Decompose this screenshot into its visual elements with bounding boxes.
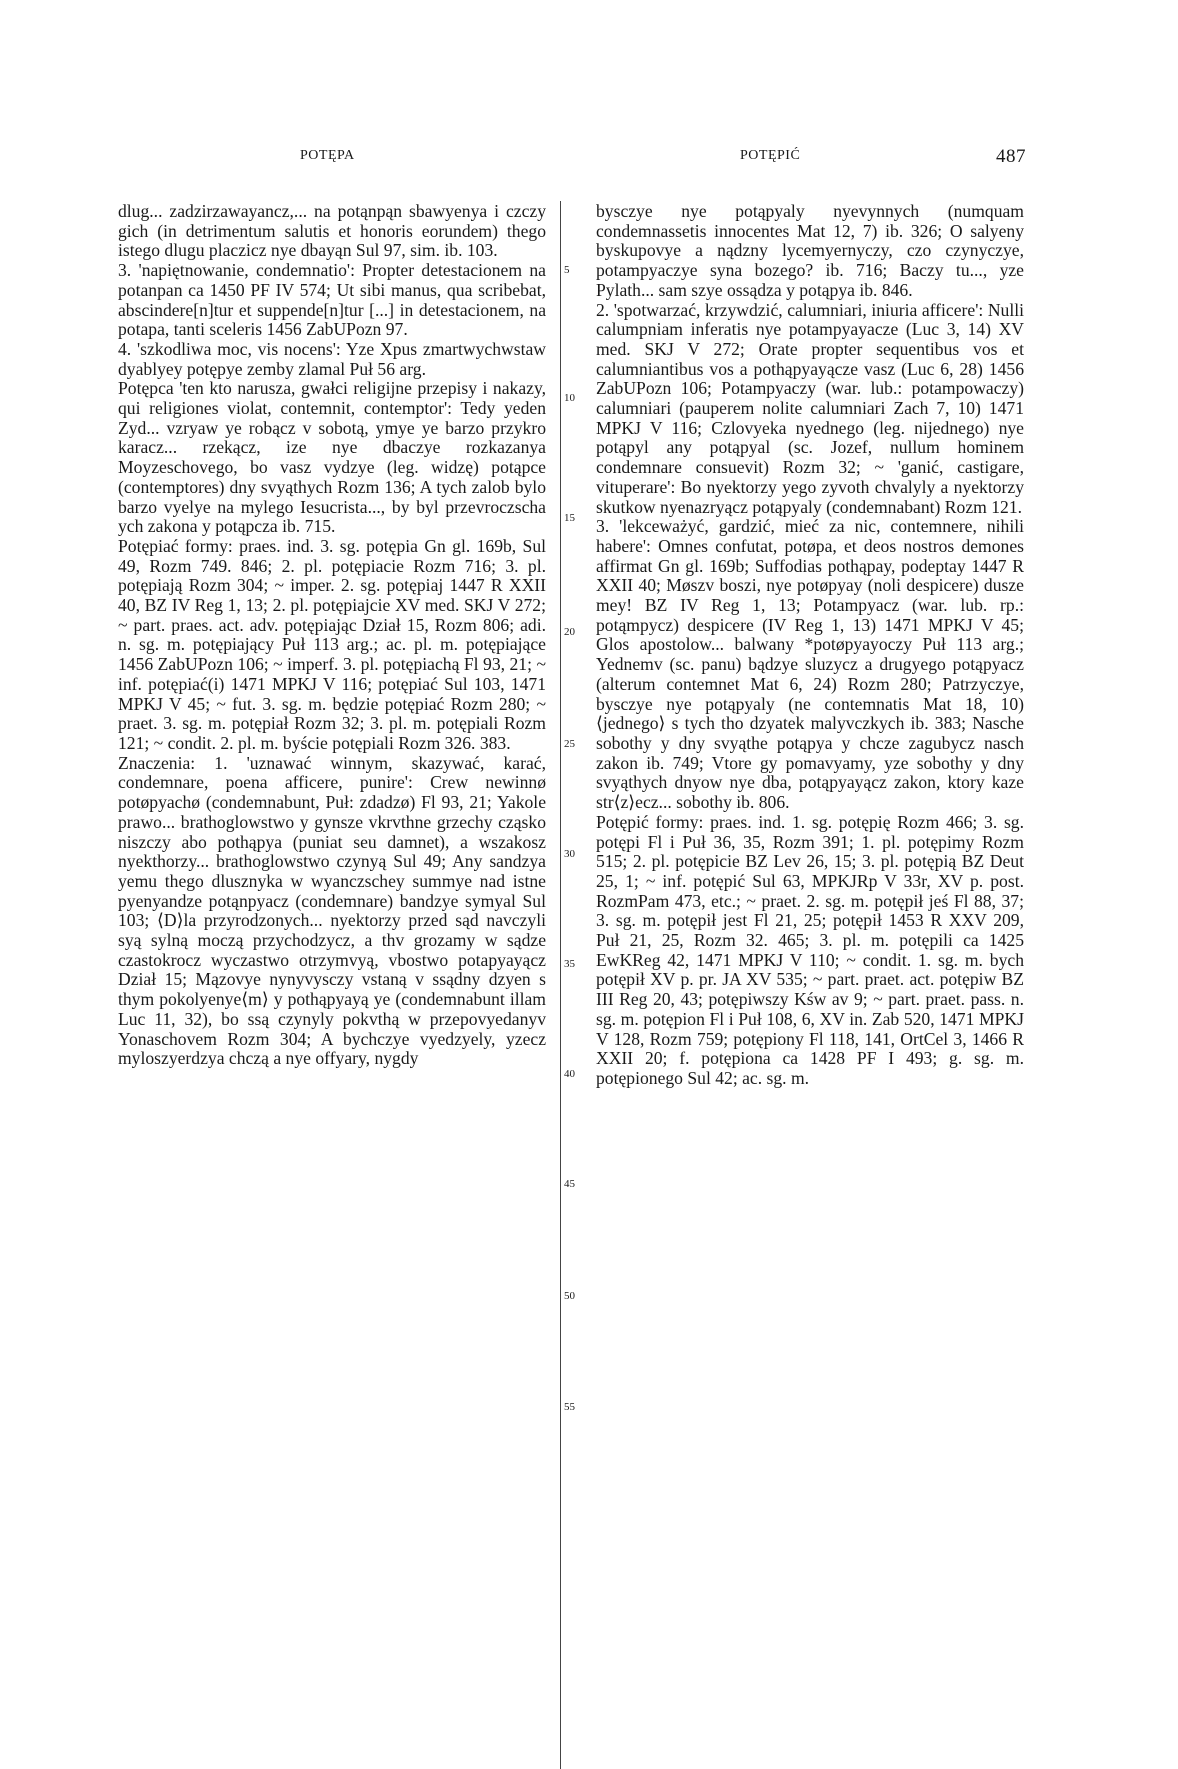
line-number: 55 [564,1401,575,1413]
entry-paragraph: 3. 'napiętnowanie, condemnatio': Propter detestacionem na potanpan ca 1450 PF IV 574; Ut sibi manus, qua scribebat, abscindere[n]tur et suppende[n]tur [...] in detestacionem, na potapa, tanti sceleris 1456 ZabUPozn 97. [118,260,546,340]
entry-paragraph: 3. 'lekceważyć, gardzić, mieć za nic, contemnere, nihili habere': Omnes confutat, potøpa, et deos nostros demones affirmat Gn gl. 169b; Suffodias pothąpay, podeptay 1447 R XXII 40; Møszv boszi, nye potøpyay (noli despicere) dusze mey! BZ IV Reg 1, 13; Potampyacz (war. lub. rp.: potąmpycz) despicere (IV Reg 1, 13) 1471 MPKJ V 45; Glos apostolow... balwany *potøpyayoczy Puł 113 arg.; Yednemv (sc. panu) bądzye sluzycz a drugyego potąpyacz (alterum contemnet Mat 6, 24) Rozm 280; Patrzyczye, bysczye nye potąpyaly (ne contemnatis Mat 18, 10) ⟨jednego⟩ s tych tho dzyatek malyvczkych ib. 383; Nasche sobothy y dny svyąthe potąpya y chcze zagubycz nasch zakon ib. 749; Vtore gy pomavyamy, yze sobothy y dny svyąthych dnyow nye dba, potąpyayącz zakon, ktory kaze str⟨z⟩ecz... sobothy ib. 806. [596,516,1024,813]
line-number: 35 [564,958,575,970]
entry-paragraph: 4. 'szkodliwa moc, vis nocens': Yze Xpus zmartwychwstaw dyablyey potępye zemby zlamal Puł 56 arg. [118,338,546,379]
line-number: 40 [564,1068,575,1080]
entry-paragraph: dlug... zadzirzawayancz,... na potąnpąn sbawyenya i czczy gich (in detrimentum salutis et honoris eorundem) thego istego dlugu placzicz nye dbayąn Sul 97, sim. ib. 103. [118,201,546,261]
left-column [118,202,546,1069]
line-number: 25 [564,738,575,750]
page-number: 487 [996,146,1026,167]
entry-paragraph: 2. 'spotwarzać, krzywdzić, calumniari, iniuria afficere': Nulli calumpniam inferatis nye potampyayacze (Luc 3, 14) XV med. SKJ V 272; Orate propter sequentibus vos et calumniantibus vos a pothąpyayącze vasz (Luc 6, 28) 1456 ZabUPozn 106; Potampyaczy (war. lub.: potampowaczy) calumniari (pauperem nolite calumniari Zach 7, 10) 1471 MPKJ V 116; Czlovyeka nyednego (leg. nijednego) nye potąpyl any potąpyal (sc. Jozef, nullum hominem condemnare consuevit) Rozm 32; ~ 'ganić, castigare, vituperare': Bo nyektorzy yego zyvoth chvalyly a nyektorzy skutkow nyenazryącz potąpyaly (condemnabant) Rozm 121. [596,299,1024,517]
line-number: 50 [564,1290,575,1302]
line-number: 5 [564,264,570,276]
running-header-right: POTĘPIĆ [740,148,801,163]
line-number: 15 [564,512,575,524]
column-divider [560,201,561,1769]
entry-paragraph: Potępca 'ten kto narusza, gwałci religijne przepisy i nakazy, qui religiones violat, contemnit, contemptor': Tedy yeden Zyd... vzryaw ye robącz v sobotą, ymye ye barzo przykro karacz... rzekącz, ize nye dbaczye rozkazanya Moyzeschovego, bo vasz vydzye (leg. widzę) potąpce (contemptores) dny svyąthych Rozm 136; A tych zalob bylo barzo vyelye na mylego Iesucrista..., by byl przevroczscha ych zakona y potąpcza ib. 715. [118,378,546,537]
line-number: 10 [564,392,575,404]
right-column [596,202,1024,1089]
line-number: 30 [564,848,575,860]
running-header-left: POTĘPA [300,148,355,163]
entry-paragraph: Potępiać formy: praes. ind. 3. sg. potępia Gn gl. 169b, Sul 49, Rozm 749. 846; 2. pl. potępiacie Rozm 716; 3. pl. potępiają Rozm 304; ~ imper. 2. sg. potępiaj 1447 R XXII 40, BZ IV Reg 1, 13; 2. pl. potępiajcie XV med. SKJ V 272; ~ part. praes. act. adv. potępiając Dział 15, Rozm 806; adi. n. sg. m. potępiający Puł 113 arg.; ac. pl. m. potępiające 1456 ZabUPozn 106; ~ imperf. 3. pl. potępiachą Fl 93, 21; ~ inf. potępiać(i) 1471 MPKJ V 116; potępiać Sul 103, 1471 MPKJ V 45; ~ fut. 3. sg. m. będzie potępiać Rozm 280; ~ praet. 3. sg. m. potępiał Rozm 32; 3. pl. m. potępiali Rozm 121; ~ condit. 2. pl. m. byście potępiali Rozm 326. 383. [118,535,546,753]
entry-paragraph: Znaczenia: 1. 'uznawać winnym, skazywać, karać, condemnare, poena afficere, punire': Crew newinnø potøpyachø (condemnabunt, Puł: zdadzø) Fl 93, 21; Yakole prawo... brathoglowstwo y gynsze vkrvthne grzechy cząsko niszczy abo pothąpya (puniat seu damnet), a wszakosz nyekthorzy... brathoglowstwo czynyą Sul 49; Any sandzya yemu thego dlusznyka w wyanczschey summye nad istne pyenyandze potąnpyacz (condemnare) bandzye symyal Sul 103; ⟨D⟩la przyrodzonych... nyektorzy przed sąd navczyli syą sylną moczą przychodzycz, a thv grozamy w sądze czastokrocz wyczastwo otrzymvyą, vbostwo potapyayącz Dział 15; Mązovye nynyvysczy vstaną v ssądny dzyen s thym pokolyenye⟨m⟩ y pothąpyayą ye (condemnabunt illam Luc 11, 32), bo ssą czynyly pokvthą w przepovyedanyv Yonaschovem Rozm 304; A bychczye vyedzyely, yzecz myloszyerdzya chczą a nye offyary, nygdy [118,752,546,1069]
entry-paragraph: bysczye nye potąpyaly nyevynnych (numquam condemnassetis innocentes Mat 12, 7) ib. 326; O salyeny byskupovye a nądzny lycemyernyczy, czo czynyczye, potampyaczye syna bozego? ib. 716; Baczy tu..., yze Pylath... sam szye ossądza y potąpya ib. 846. [596,201,1024,300]
entry-paragraph: Potępić formy: praes. ind. 1. sg. potępię Rozm 466; 3. sg. potępi Fl i Puł 36, 35, Rozm 391; 1. pl. potępimy Rozm 515; 2. pl. potępicie BZ Lev 26, 15; 3. pl. potępią BZ Deut 25, 1; ~ inf. potępić Sul 63, MPKJRp V 33r, XV p. post. RozmPam 473, etc.; ~ praet. 2. sg. m. potępił jeś Fl 88, 37; 3. sg. m. potępił jest Fl 21, 25; potępił 1453 R XXV 209, Puł 21, 25, Rozm 32. 465; 3. pl. m. potępili ca 1425 EwKReg 42, 1471 MPKJ V 110; ~ condit. 1. sg. m. bych potępił XV p. pr. JA XV 535; ~ part. praet. act. potępiw BZ III Reg 20, 43; potępiwszy Kśw av 9; ~ part. praet. pass. n. sg. m. potępion Fl i Puł 108, 6, XV in. Zab 520, 1471 MPKJ V 128, Rozm 759; potępiony Fl 118, 141, OrtCel 3, 1466 R XXII 20; f. potępiona ca 1428 PF I 493; g. sg. m. potępionego Sul 42; ac. sg. m. [596,811,1024,1088]
line-number: 45 [564,1178,575,1190]
line-number: 20 [564,626,575,638]
